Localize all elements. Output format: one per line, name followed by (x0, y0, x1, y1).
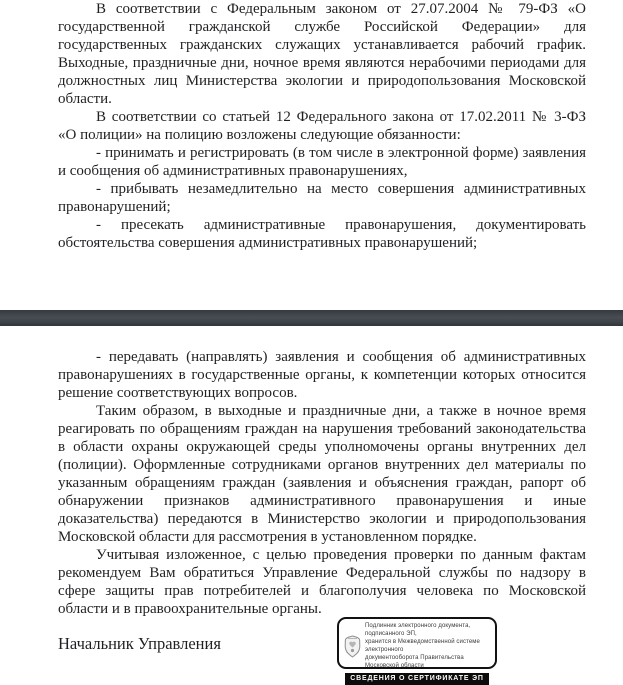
text-line: рекомендуем Вам обратиться Управление Федеральной службы по надзору в (58, 565, 586, 581)
text-line: решение соответствующих вопросов. (58, 385, 298, 401)
text-line: Московской области для рассмотрения в установленном порядке. (58, 529, 477, 545)
text-line: области. (58, 91, 112, 107)
text-line: сфере защиты прав потребителей и благополучия человека по Московской (58, 583, 586, 599)
signatory-title: Начальник Управления (58, 634, 221, 653)
stamp-text (365, 622, 491, 670)
stamp-text-line: Подлинник электронного документа, подписанного ЭП, (365, 623, 471, 637)
certificate-info-bar: СВЕДЕНИЯ О СЕРТИФИКАТЕ ЭП (345, 673, 489, 685)
moscow-oblast-emblem-icon (343, 634, 361, 658)
text-line: правонарушениях в государственные органы, к компетенции которых относится (58, 367, 586, 383)
page2-text-block (58, 348, 586, 618)
text-line: реагировать по обращениям граждан на нарушения требований законодательства (58, 421, 586, 437)
text-line: доказательства) передаются в Министерство экологии и природопользования (58, 511, 586, 527)
text-line: «О полиции» на полицию возложены следующие обязанности: (58, 127, 461, 143)
text-line: (полиции). Оформленные сотрудниками органов внутренних дел материалы по (58, 457, 586, 473)
page-divider (0, 310, 623, 326)
text-line: Выходные, праздничные дни, ночное время являются нерабочими периодами для (58, 55, 586, 71)
text-line: - пресекать административные правонарушения, документировать (96, 217, 586, 233)
stamp-text-line: документооборота Правительства Московской области (365, 655, 464, 669)
text-line: - принимать и регистрировать (в том числе в электронной форме) заявления (96, 145, 586, 161)
text-line: Учитывая изложенное, с целью проведения проверки по данным фактам (96, 547, 586, 563)
text-line: В соответствии со статьей 12 Федерального закона от 17.02.2011 № 3-ФЗ (96, 109, 586, 125)
text-line: Таким образом, в выходные и праздничные дни, а также в ночное время (96, 403, 586, 419)
text-line: должностных лиц Министерства экологии и природопользования Московской (58, 73, 586, 89)
text-line: в области охраны окружающей среды уполномочены органы внутренних дел (58, 439, 586, 455)
text-line: государственной гражданской службе Российской Федерации» для (58, 19, 586, 35)
text-line: правонарушений; (58, 199, 171, 215)
text-line: - прибывать незамедлительно на место совершения административных (96, 181, 586, 197)
page1-text-block (58, 0, 586, 252)
text-line: государственных гражданских служащих устанавливается рабочий график. (58, 37, 586, 53)
text-line: обнаружении признаков административного правонарушения и иные (58, 493, 586, 509)
text-line: указанным обращениям граждан (заявления и объяснения граждан, рапорт об (58, 475, 586, 491)
stamp-text-line: хранится в Межведомственной системе электронного (365, 639, 480, 653)
electronic-signature-stamp (337, 617, 497, 682)
text-line: обстоятельства совершения административных правонарушений; (58, 235, 478, 251)
text-line: - передавать (направлять) заявления и сообщения об административных (96, 349, 586, 365)
text-line: области и в правоохранительные органы. (58, 601, 322, 617)
text-line: В соответствии с Федеральным законом от 27.07.2004 № 79-ФЗ «О (96, 1, 586, 17)
text-line: и сообщения об административных правонарушениях, (58, 163, 408, 179)
